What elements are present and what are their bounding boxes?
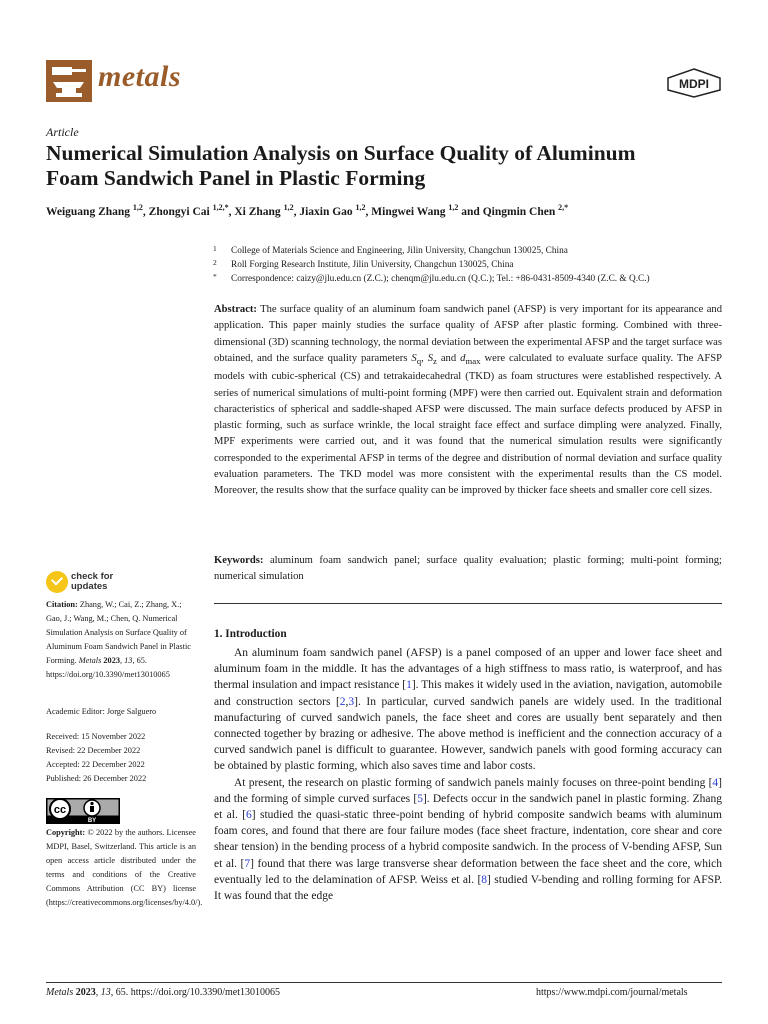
affiliation	[213, 244, 733, 258]
author-affiliation-marker: 1,2	[132, 203, 143, 212]
affiliation	[213, 272, 733, 286]
abstract-text-part2: were calculated to evaluate surface quality. The AFSP models with cubic-spherical (CS) and tetrakaidecahedral (TKD) as foam structures were established respectively. A series of numerical simulations of multi-point forming (MPF) were then carried out. Equivalent strain and deformation characteristics of spherical and saddle-shaped AFSP were discussed. The main surface defects produced by AFSP in plastic forming, such as surface wrinkle, the local straight face effect and surface dimpling were analyzed. Finally, MPF experiments were carried out, and it was found that the numerical simulation results were significantly corresponded to the experimental AFSP in terms of the degree and distribution of normal deviation and surface quality evaluation parameters. The TKD model was more consistent with the experimental results than the CS model. Moreover, the results show that the surface quality can be improved by thicker face sheets and smaller core cell sizes.	[214, 352, 723, 497]
academic-editor: Academic Editor: Jorge Salguero	[46, 707, 157, 716]
mdpi-logo-icon	[666, 68, 722, 98]
svg-text:cc: cc	[53, 804, 67, 816]
author-name: Jiaxin Gao	[299, 205, 356, 218]
cc-by-license-icon[interactable]	[46, 798, 120, 824]
author-name: Mingwei Wang	[371, 205, 449, 218]
author-affiliation-marker: 2,*	[558, 203, 569, 212]
affiliation-text: Roll Forging Research Institute, Jilin University, Changchun 130025, China	[231, 260, 514, 270]
check-label: check for	[71, 571, 114, 582]
author-affiliation-marker: 1,2	[355, 203, 366, 212]
affiliation-marker: 2	[213, 258, 217, 267]
article-type: Article	[46, 125, 79, 139]
footer-journal-url[interactable]: https://www.mdpi.com/journal/metals	[536, 987, 688, 998]
author-list: Weiguang Zhang $^{1,2}$, Zhongyi Cai $^{1,2,*}$, Xi Zhang $^{1,2}$, Jiaxin Gao $^{1,2}$, Mingwei Wang $^{1,2}$ and Qingmin Chen $^{2,*}$	[46, 203, 569, 218]
citation-label: Citation:	[46, 600, 78, 609]
copyright-label: Copyright:	[46, 828, 86, 837]
abstract-text-part1: The surface quality of an aluminum foam sandwich panel (AFSP) is very important for its appearance and application. This paper mainly studies the surface quality of AFSP after plastic forming. Combined with three-dimensional (3D) scanning technology, the normal deviation between the experimental AFSP and the target surface was obtained, and the surface quality parameters	[214, 304, 722, 364]
author-affiliation-marker: 1,2	[283, 203, 294, 212]
svg-text:BY: BY	[87, 818, 97, 824]
affiliation-text: Correspondence: caizy@jlu.edu.cn (Z.C.); chenqm@jlu.edu.cn (Q.C.); Tel.: +86-0431-8509-4340 (Z.C. & Q.C.)	[231, 274, 650, 284]
divider	[214, 603, 722, 604]
footer-journal: Metals	[46, 987, 74, 998]
date-revised: Revised: 22 December 2022	[46, 746, 141, 755]
affiliation	[213, 258, 733, 272]
footer-volume: 13	[100, 987, 111, 998]
mdpi-logo-text: MDPI	[679, 77, 709, 91]
footer-doi: , 65. https://doi.org/10.3390/met13010065	[110, 987, 280, 998]
section-heading-introduction: 1. Introduction	[214, 628, 287, 640]
footer-divider	[46, 982, 722, 983]
copyright-notice	[46, 826, 203, 910]
date-accepted: Accepted: 22 December 2022	[46, 760, 145, 769]
author-name: Zhongyi Cai	[148, 205, 213, 218]
citation-volume: 13	[124, 656, 133, 665]
keywords	[214, 553, 722, 586]
author-name: Qingmin Chen	[482, 205, 559, 218]
copyright-text: © 2022 by the authors. Licensee MDPI, Basel, Switzerland. This article is an open access article distributed under the terms and conditions of the Creative Commons Attribution (CC BY) license (https://creativecommons.org/licenses/by/4.0/).	[46, 828, 203, 907]
affiliation-marker: *	[213, 272, 217, 281]
abstract-label: Abstract:	[214, 304, 257, 315]
author-name: Weiguang Zhang	[46, 205, 133, 218]
author-affiliation-marker: 1,2	[448, 203, 459, 212]
affiliation-marker: 1	[213, 244, 217, 253]
author-affiliation-marker: 1,2,*	[212, 203, 229, 212]
citation-doi: , 65. https://doi.org/10.3390/met13010065	[46, 656, 170, 679]
date-received: Received: 15 November 2022	[46, 732, 146, 741]
checkmark-icon	[46, 571, 68, 593]
journal-name: metals	[98, 60, 181, 93]
keywords-text: aluminum foam sandwich panel; surface quality evaluation; plastic forming; multi-point forming; numerical simulation	[214, 555, 722, 583]
paper-title: Numerical Simulation Analysis on Surface Quality of Aluminum Foam Sandwich Panel in Plastic Forming	[46, 141, 636, 190]
introduction-body	[214, 645, 722, 904]
keywords-label: Keywords:	[214, 555, 264, 566]
journal-logo-icon	[46, 60, 92, 102]
publication-dates	[46, 730, 196, 786]
footer-citation: Metals 2023, 13, 65. https://doi.org/10.3390/met13010065	[46, 987, 280, 998]
footer-year: 2023	[75, 987, 96, 998]
abstract	[214, 302, 722, 500]
citation-year: 2023	[103, 656, 120, 665]
affiliation-text: College of Materials Science and Engineering, Jilin University, Changchun 130025, China	[231, 246, 568, 256]
citation-text: Zhang, W.; Cai, Z.; Zhang, X.; Gao, J.; Wang, M.; Chen, Q. Numerical Simulation Analysis on Surface Quality of Aluminum Foam Sandwich Panel in Plastic Forming.	[46, 600, 191, 665]
updates-label: updates	[71, 581, 108, 592]
abstract-parameters: $S_q$, $S_z$ and $d_{max}$	[411, 352, 481, 366]
citation: Citation: Zhang, W.; Cai, Z.; Zhang, X.; Gao, J.; Wang, M.; Chen, Q. Numerical Simulation Analysis on Surface Quality of Aluminum Foam Sandwich Panel in Plastic Forming. Metals 2023, 13, 65. https://doi.org/10.3390/met13010065	[46, 600, 191, 679]
author-name: Xi Zhang	[234, 205, 284, 218]
citation-journal: Metals	[78, 656, 102, 665]
paragraph: At present, the research on plastic forming of sandwich panels mainly focuses on three-point bending [4] and the forming of simple curved surfaces [5]. Defects occur in the sandwich panel in plastic forming. Zhang et al. [6] studied the quasi-static three-point bending of hybrid composite sandwich beams with aluminum foam cores, and found that there are four failure modes (face sheet fracture, indentation, core shear and core shear tension) in the bending process of a hybrid composite sandwich. In the process of V-bending AFSP, Sun et al. [7] found that there was large transverse shear deformation between the face sheet and the core, which eventually led to the delamination of AFSP. Weiss et al. [8] studied V-bending and rolling forming for AFSP. It was found that the edge	[214, 776, 723, 903]
date-published: Published: 26 December 2022	[46, 774, 147, 783]
check-for-updates-badge[interactable]	[46, 571, 166, 595]
affiliations	[213, 244, 733, 286]
paragraph: An aluminum foam sandwich panel (AFSP) is a panel composed of an upper and lower face sheet and aluminum foam in the middle. It has the advantages of a high stiffness to mass ratio, is waterproof, and has thermal insulation and impact resistance [1]. This makes it widely used in the aviation, navigation, automobile and construction sectors [2,3]. In particular, curved sandwich panels are widely used. In the traditional manufacturing of curved sandwich panels, the face sheet and cores are usually bent separately and then connected together by brazing or adhesive. The above method is inefficient and the connection accuracy of a curved sandwich panel is difficult to guarantee. However, sandwich panels with good forming accuracy can be obtained by plastic forming, which also saves time and labor costs.	[214, 647, 722, 773]
